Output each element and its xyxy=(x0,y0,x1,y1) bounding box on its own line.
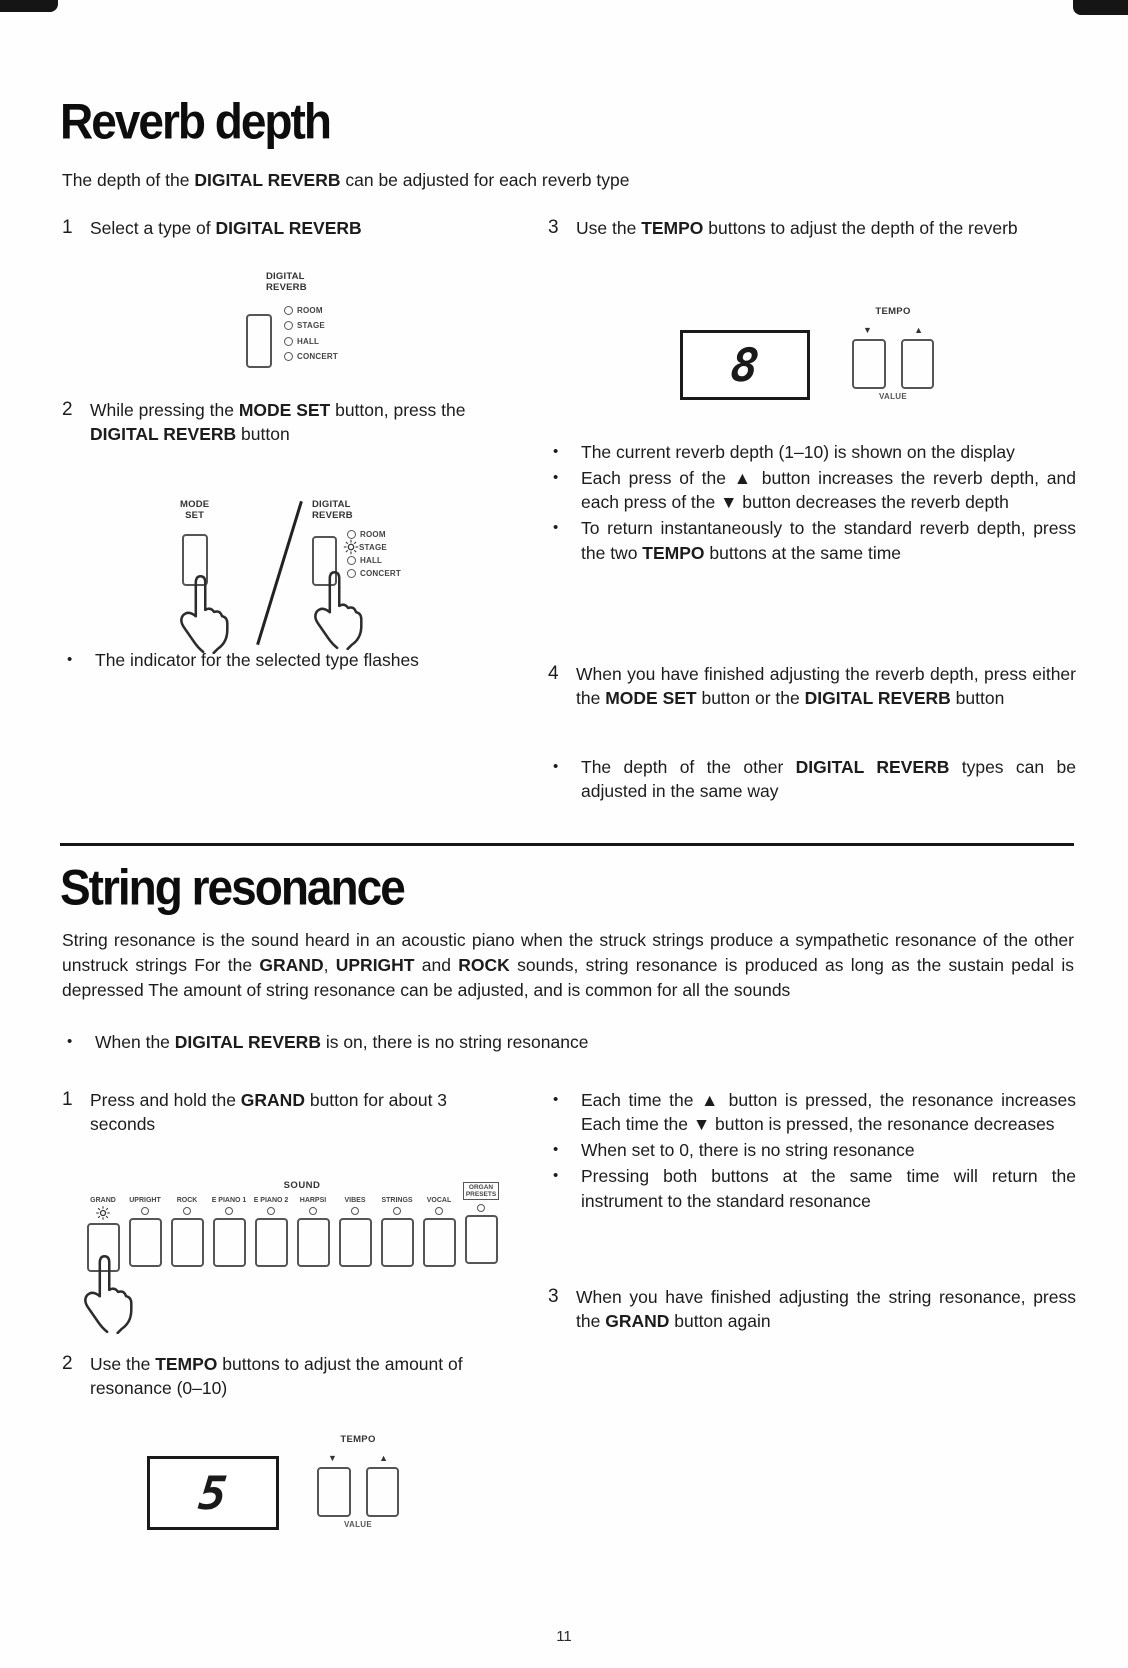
reverb-flash-bullet: • The indicator for the selected type flashes xyxy=(67,650,419,670)
tempo-label: TEMPO xyxy=(875,306,911,317)
mode-set-press-diagram xyxy=(150,490,450,650)
resonance-step-3 xyxy=(548,1285,1076,1333)
sound-unit: UPRIGHT xyxy=(124,1194,166,1272)
section-divider xyxy=(60,843,1074,846)
tempo-up-button xyxy=(366,1467,400,1517)
room-label: ROOM xyxy=(297,305,323,315)
sound-label: SOUND xyxy=(283,1180,321,1191)
grand-button xyxy=(87,1223,120,1272)
stage-led xyxy=(284,321,293,330)
sound-led xyxy=(267,1207,275,1215)
sound-led xyxy=(351,1207,359,1215)
step-number: 4 xyxy=(548,663,559,684)
step-number: 1 xyxy=(62,1089,73,1110)
sound-unit: VOCAL xyxy=(418,1194,460,1272)
scan-artifact-top-left xyxy=(0,0,58,12)
tempo-down-button xyxy=(852,339,886,389)
e-piano-1-button xyxy=(213,1218,246,1267)
strings-button xyxy=(381,1218,414,1267)
depth-display xyxy=(680,330,810,400)
reverb-depth-display-diagram xyxy=(640,300,1020,410)
digital-reverb-unit: DIGITAL REVERB ROOM STAGE HALL CONCERT xyxy=(312,500,401,586)
digital-reverb-label: DIGITAL REVERB xyxy=(312,499,353,521)
rock-button xyxy=(171,1218,204,1267)
bullet-item: • Pressing both buttons at the same time will return the instrument to the standard resonance xyxy=(553,1166,1076,1211)
value-label: VALUE xyxy=(878,392,908,401)
sound-led xyxy=(183,1207,191,1215)
tempo-buttons-unit xyxy=(317,1434,399,1529)
step-number: 2 xyxy=(62,399,73,420)
digital-reverb-button-diagram xyxy=(246,272,426,368)
sound-led xyxy=(225,1207,233,1215)
step-text: While pressing the MODE SET button, press the DIGITAL REVERB button xyxy=(90,400,466,445)
e-piano-2-button xyxy=(255,1218,288,1267)
tempo-down-arrow: ▼ xyxy=(863,325,872,335)
display-digit: 8 xyxy=(728,338,762,392)
step-text: Use the TEMPO buttons to adjust the depth of the reverb xyxy=(576,218,1018,238)
reverb-intro: The depth of the DIGITAL REVERB can be adjusted for each reverb type xyxy=(62,170,630,190)
tempo-down-arrow: ▼ xyxy=(328,1453,337,1463)
resonance-step-2 xyxy=(62,1352,512,1400)
sound-led xyxy=(477,1204,485,1212)
organ-presets-label: ORGAN PRESETS xyxy=(463,1182,499,1200)
sound-led xyxy=(309,1207,317,1215)
scan-artifact-top-right xyxy=(1073,0,1128,15)
value-label: VALUE xyxy=(343,1520,373,1529)
reverb-depth-title: Reverb depth xyxy=(60,93,330,150)
organ-presets-button xyxy=(465,1215,498,1264)
sound-unit: VIBES xyxy=(334,1194,376,1272)
bullet-item: • The current reverb depth (1–10) is shown on the display xyxy=(553,442,1015,462)
vibes-button xyxy=(339,1218,372,1267)
pressing-hand-icon xyxy=(168,570,232,654)
tempo-down-button xyxy=(317,1467,351,1517)
step-text: Press and hold the GRAND button for about 3 seconds xyxy=(90,1090,448,1135)
room-led xyxy=(284,306,293,315)
stage-label: STAGE xyxy=(297,321,325,331)
hall-label: HALL xyxy=(297,336,320,346)
digital-reverb-label: DIGITAL REVERB xyxy=(266,271,307,293)
resonance-step-1 xyxy=(62,1088,512,1136)
sound-unit: E PIANO 1 xyxy=(208,1194,250,1272)
tempo-up-arrow: ▲ xyxy=(914,325,923,335)
upright-button xyxy=(129,1218,162,1267)
reverb-step-3 xyxy=(548,216,1076,240)
digital-reverb-button xyxy=(246,314,272,368)
resonance-display-diagram xyxy=(105,1428,485,1538)
step-number: 2 xyxy=(62,1353,73,1374)
reverb-step-4 xyxy=(548,662,1076,710)
tempo-label: TEMPO xyxy=(340,1434,376,1445)
sound-led xyxy=(435,1207,443,1215)
resonance-display xyxy=(147,1456,279,1530)
reverb-step-2 xyxy=(62,398,502,446)
concert-label: CONCERT xyxy=(297,352,338,362)
page-number: 11 xyxy=(556,1628,572,1645)
display-digit: 5 xyxy=(196,1466,230,1520)
step-number: 3 xyxy=(548,217,559,238)
bullet-item: • Each time the ▲ button is pressed, the resonance increases Each time the ▼ button is pressed, the resonance decreases xyxy=(553,1090,1076,1135)
sound-unit: ROCK xyxy=(166,1194,208,1272)
sound-unit-grand: GRAND xyxy=(82,1194,124,1272)
sound-unit xyxy=(460,1182,502,1272)
sound-unit: E PIANO 2 xyxy=(250,1194,292,1272)
sound-buttons-diagram xyxy=(60,1180,530,1334)
resonance-intro-bullet: • When the DIGITAL REVERB is on, there is no string resonance xyxy=(67,1032,589,1052)
string-resonance-title: String resonance xyxy=(60,859,404,916)
bullet-item: • To return instantaneously to the standard reverb depth, press the two TEMPO buttons at the same time xyxy=(553,518,1076,563)
mode-set-label: MODE SET xyxy=(180,499,210,521)
concert-led xyxy=(284,352,293,361)
reverb-bullets xyxy=(548,440,1076,567)
step-text: Use the TEMPO buttons to adjust the amount of resonance (0–10) xyxy=(90,1354,463,1399)
sound-led xyxy=(141,1207,149,1215)
flashing-grand-led xyxy=(94,1204,112,1222)
bullet-item: • Each press of the ▲ button increases the reverb depth, and each press of the ▼ button decreases the reverb depth xyxy=(553,468,1076,513)
resonance-intro: String resonance is the sound heard in an acoustic piano when the struck strings produce a sympathetic resonance of the other unstruck strings For the GRAND, UPRIGHT and ROCK sounds, string resonance is produced as long as the sustain pedal is depressed The amount of string resonance can be adjusted, and is common for all the sounds xyxy=(62,930,1074,1000)
step-text: When you have finished adjusting the string resonance, press the GRAND button again xyxy=(576,1287,1076,1332)
harpsi-button xyxy=(297,1218,330,1267)
step-text: Select a type of DIGITAL REVERB xyxy=(90,218,362,238)
vocal-button xyxy=(423,1218,456,1267)
flashing-stage-led xyxy=(342,538,360,556)
pressing-hand-icon xyxy=(302,566,366,650)
sound-led xyxy=(393,1207,401,1215)
sound-unit: HARPSI xyxy=(292,1194,334,1272)
step-text: When you have finished adjusting the reverb depth, press either the MODE SET button or the DIGITAL REVERB button xyxy=(576,664,1076,709)
tempo-buttons-unit xyxy=(852,306,934,401)
reverb-final-bullet: • The depth of the other DIGITAL REVERB types can be adjusted in the same way xyxy=(553,757,1076,802)
hall-led xyxy=(347,556,356,565)
step-number: 3 xyxy=(548,1286,559,1307)
reverb-step-1 xyxy=(62,216,512,240)
hall-led xyxy=(284,337,293,346)
resonance-bullets xyxy=(548,1088,1076,1215)
tempo-up-arrow: ▲ xyxy=(379,1453,388,1463)
tempo-up-button xyxy=(901,339,935,389)
slash-divider xyxy=(256,501,303,645)
bullet-item: • When set to 0, there is no string resonance xyxy=(553,1140,915,1161)
step-number: 1 xyxy=(62,217,73,238)
sound-unit: STRINGS xyxy=(376,1194,418,1272)
